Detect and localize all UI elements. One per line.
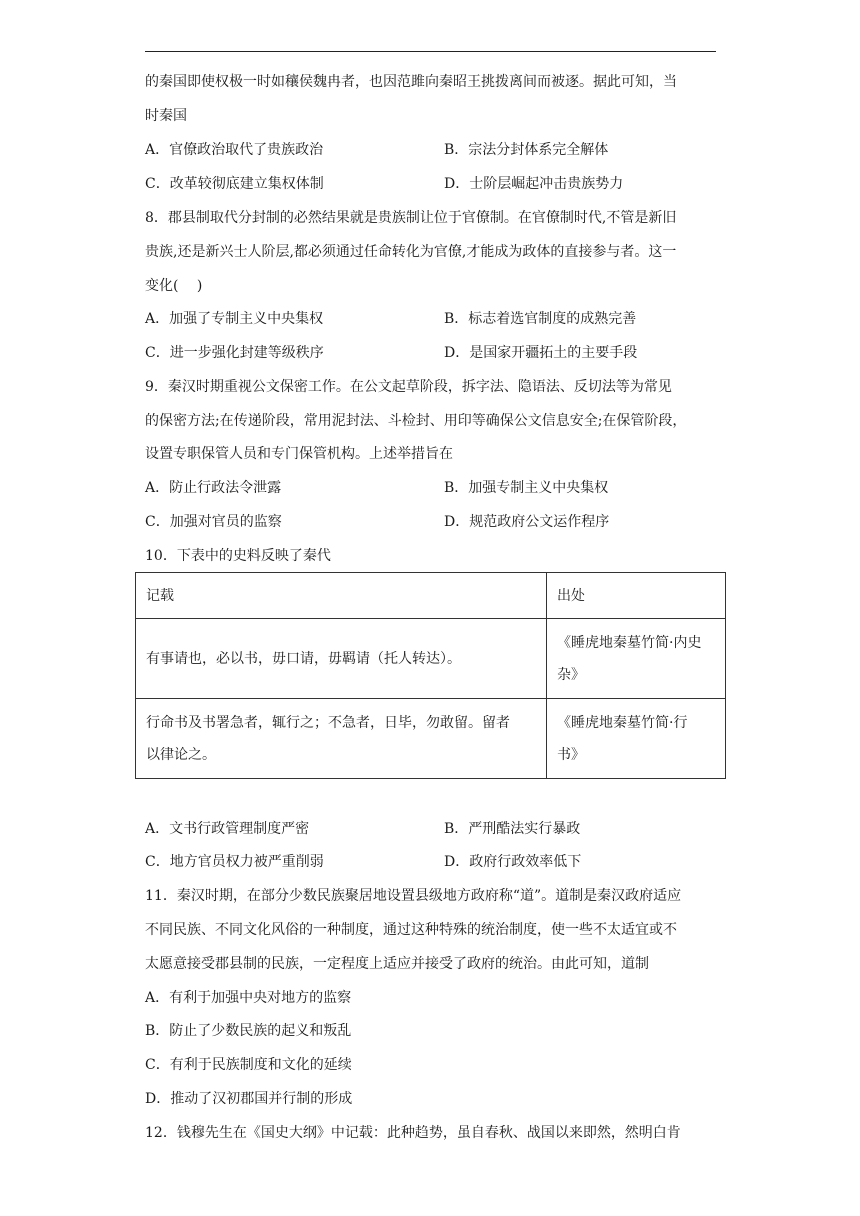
q10-option-a[interactable]: A．文书行政管理制度严密 [145,821,310,837]
q11-option-d[interactable]: D．推动了汉初郡国并行制的形成 [145,1091,353,1107]
table-cell-source [547,619,726,699]
table-header-source: 出处 [547,573,726,619]
q11-option-b[interactable]: B．防止了少数民族的起义和叛乱 [145,1023,352,1039]
q9-stem-line-1: 9．秦汉时期重视公文保密工作。在公文起草阶段，拆字法、隐语法、反切法等为常见 [145,379,672,395]
source-line-2: 杂》 [557,666,585,683]
source-line-1: 《睡虎地秦墓竹简·内史 [557,634,702,651]
q9-option-d[interactable]: D．规范政府公文运作程序 [444,514,610,530]
record-line-1: 行命书及书署急者，辄行之；不急者，日毕，勿敢留。留者 [146,714,510,731]
q11-option-a[interactable]: A．有利于加强中央对地方的监察 [145,990,352,1006]
q9-option-b[interactable]: B．加强专制主义中央集权 [444,480,609,496]
record-line-2: 以律论之。 [146,746,216,763]
q8-stem-line-2: 贵族,还是新兴士人阶层,都必须通过任命转化为官僚,才能成为政体的直接参与者。这一 [145,244,677,260]
q8-option-a[interactable]: A．加强了专制主义中央集权 [145,311,324,327]
q8-stem-line-1: 8．郡县制取代分封制的必然结果就是贵族制让位于官僚制。在官僚制时代,不管是新旧 [145,210,677,226]
q10-option-d[interactable]: D．政府行政效率低下 [444,854,582,870]
header-rule [145,51,716,52]
q9-stem-line-3: 设置专职保管人员和专门保管机构。上述举措旨在 [145,446,453,462]
q9-option-a[interactable]: A．防止行政法令泄露 [145,480,282,496]
q10-source-table [135,572,726,779]
table-cell-record [136,699,547,779]
q8-option-d[interactable]: D．是国家开疆拓土的主要手段 [444,345,638,361]
q10-stem: 10．下表中的史料反映了秦代 [145,548,331,564]
q7-option-d[interactable]: D．士阶层崛起冲击贵族势力 [444,176,624,192]
q10-option-b[interactable]: B．严刑酷法实行暴政 [444,821,581,837]
q10-option-c[interactable]: C．地方官员权力被严重削弱 [145,854,324,870]
table-cell-record: 有事请也，必以书，毋口请，毋羁请（托人转达）。 [136,619,547,699]
q9-option-c[interactable]: C．加强对官员的监察 [145,514,282,530]
table-row [136,619,726,699]
q7-option-c[interactable]: C．改革较彻底建立集权体制 [145,176,324,192]
q11-stem-line-2: 不同民族、不同文化风俗的一种制度，通过这种特殊的统治制度，使一些不太适宜或不 [145,922,677,938]
q7-option-a[interactable]: A．官僚政治取代了贵族政治 [145,142,324,158]
q11-option-c[interactable]: C．有利于民族制度和文化的延续 [145,1057,352,1073]
source-line-2: 书》 [557,746,585,763]
q11-stem-line-1: 11．秦汉时期，在部分少数民族聚居地设置县级地方政府称“道”。道制是秦汉政府适应 [145,888,682,904]
table-header-row [136,573,726,619]
q12-stem-line-1: 12．钱穆先生在《国史大纲》中记载：此种趋势，虽自春秋、战国以来即然，然明白肯 [145,1125,681,1141]
q7-stem-line-1: 的秦国即使权极一时如穰侯魏冉者，也因范雎向秦昭王挑拨离间而被逐。据此可知，当 [145,74,677,90]
q9-stem-line-2: 的保密方法;在传递阶段，常用泥封法、斗检封、用印等确保公文信息安全;在保管阶段， [145,413,687,429]
table-row [136,699,726,779]
source-line-1: 《睡虎地秦墓竹简·行 [557,714,688,731]
q7-stem-line-2: 时秦国 [145,108,187,124]
q7-option-b[interactable]: B．宗法分封体系完全解体 [444,142,609,158]
q11-stem-line-3: 太愿意接受郡县制的民族，一定程度上适应并接受了政府的统治。由此可知，道制 [145,956,649,972]
q8-stem-line-3: 变化( ) [145,278,203,294]
q8-option-b[interactable]: B．标志着选官制度的成熟完善 [444,311,637,327]
table-cell-source [547,699,726,779]
q8-option-c[interactable]: C．进一步强化封建等级秩序 [145,345,324,361]
table-header-record: 记载 [136,573,547,619]
